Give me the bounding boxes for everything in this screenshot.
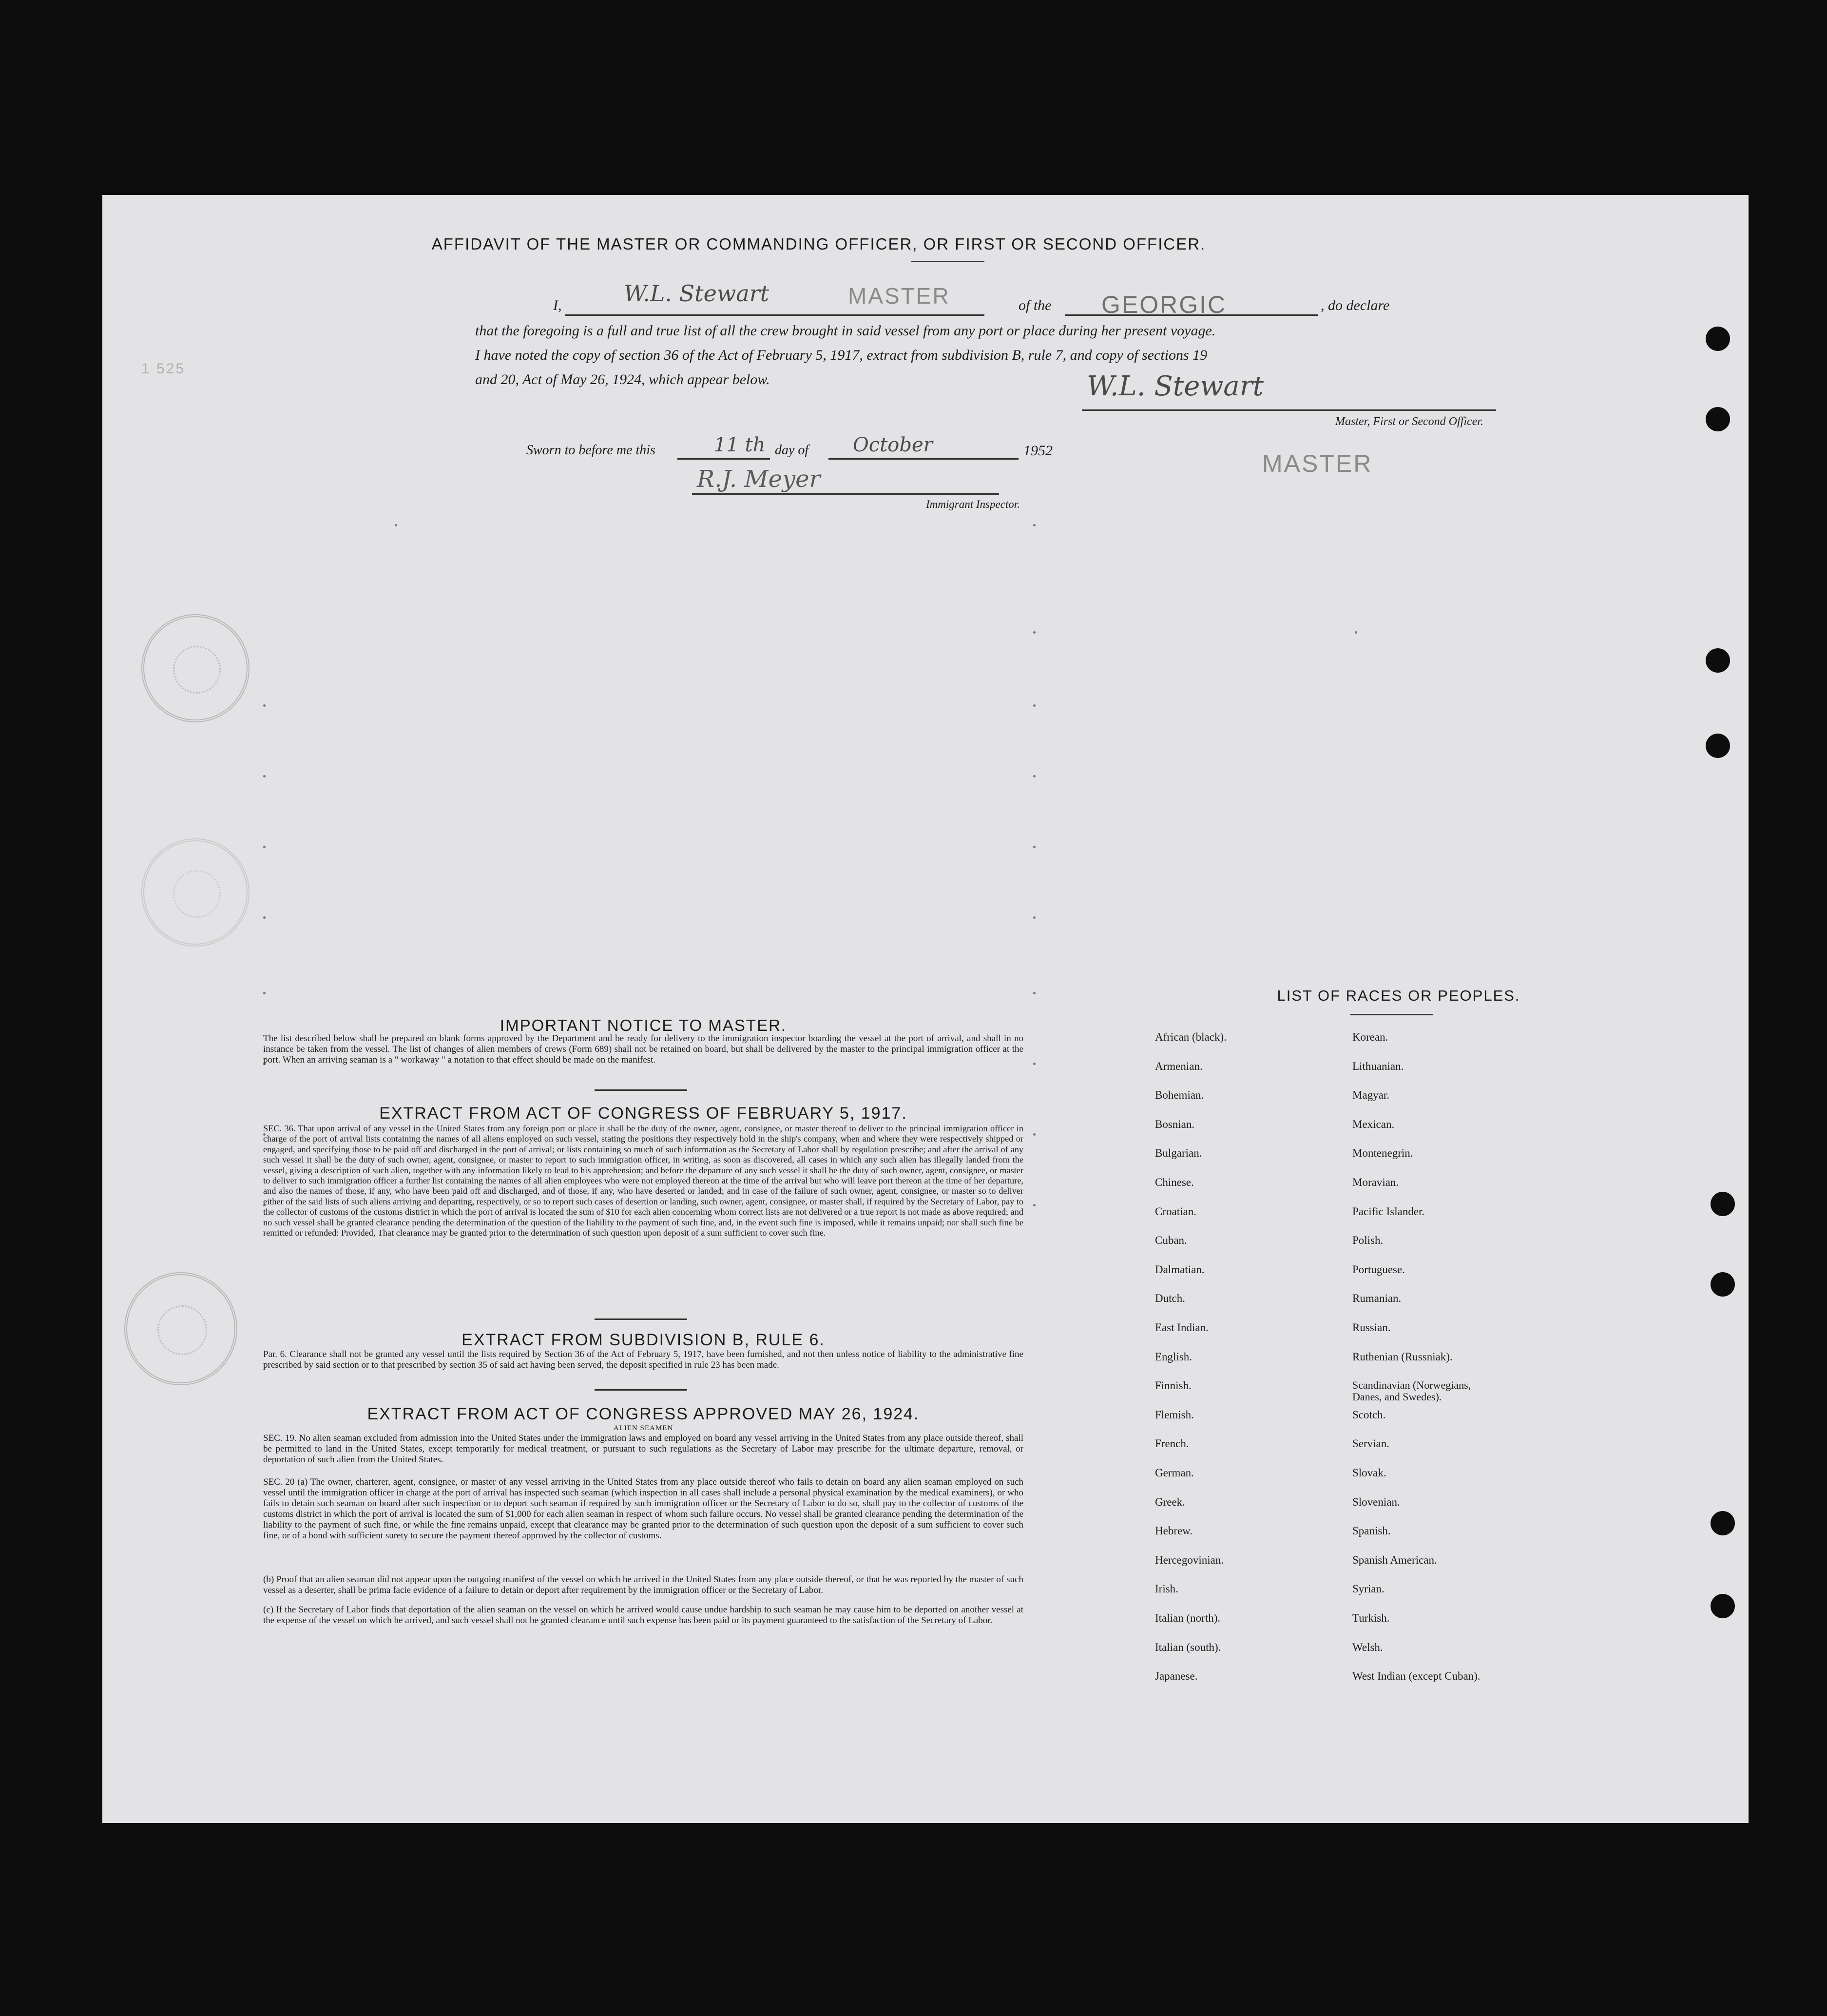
master-stamp: MASTER bbox=[1262, 450, 1373, 477]
race-item: Lithuanian. bbox=[1352, 1060, 1404, 1072]
race-item: Scandinavian (Norwegians, Danes, and Swedes). bbox=[1352, 1379, 1471, 1403]
race-item: African (black). bbox=[1155, 1031, 1227, 1043]
sworn-day-line bbox=[677, 458, 770, 460]
master-signature-line bbox=[1082, 409, 1496, 411]
extract-1924-title: EXTRACT FROM ACT OF CONGRESS APPROVED MAY 26, 1924. bbox=[367, 1405, 920, 1423]
i-prefix: I, bbox=[553, 297, 562, 313]
race-item: East Indian. bbox=[1155, 1321, 1209, 1334]
race-item: Italian (north). bbox=[1155, 1612, 1221, 1624]
guide-dot bbox=[263, 846, 266, 848]
race-item: Montenegrin. bbox=[1352, 1147, 1413, 1160]
sworn-day: 11 th bbox=[714, 434, 766, 456]
guide-dot bbox=[1033, 631, 1036, 634]
punch-hole bbox=[1706, 734, 1730, 758]
race-item: Moravian. bbox=[1352, 1176, 1399, 1188]
race-item: Turkish. bbox=[1352, 1612, 1390, 1624]
guide-dot bbox=[1033, 1133, 1036, 1136]
punch-hole bbox=[1711, 1272, 1735, 1297]
race-item: Greek. bbox=[1155, 1495, 1185, 1508]
notice-title: IMPORTANT NOTICE TO MASTER. bbox=[500, 1016, 787, 1034]
of-the-label: of the bbox=[1019, 297, 1052, 313]
affidavit-title: AFFIDAVIT OF THE MASTER OR COMMANDING OFFICER, OR FIRST OR SECOND OFFICER. bbox=[431, 235, 1206, 253]
inspector-signature: R.J. Meyer bbox=[697, 465, 821, 493]
punch-hole bbox=[1706, 648, 1730, 673]
notice-rule bbox=[595, 1089, 687, 1091]
race-item: French. bbox=[1155, 1437, 1189, 1450]
sec20b-text: (b) Proof that an alien seaman did not appear upon the outgoing manifest of the vessel on which he arrived in the United States from any place outside thereof, or that he was reported by the master of such vessel as a deserter, shall be prima facie evidence of a failure to detain or deport after requirement by the immigration officer or the Secretary of Labor. bbox=[263, 1574, 1023, 1595]
race-item: Dutch. bbox=[1155, 1292, 1185, 1305]
day-of-label: day of bbox=[775, 443, 809, 458]
embossed-seal-bottom bbox=[124, 1272, 237, 1385]
rule6-title: EXTRACT FROM SUBDIVISION B, RULE 6. bbox=[462, 1331, 825, 1349]
embossed-seal-middle bbox=[141, 838, 250, 947]
race-item: Bulgarian. bbox=[1155, 1147, 1202, 1160]
punch-hole bbox=[1711, 1192, 1735, 1216]
race-item: Spanish American. bbox=[1352, 1553, 1437, 1566]
name-line bbox=[565, 314, 984, 316]
sworn-prefix: Sworn to before me this bbox=[526, 443, 655, 458]
guide-dot bbox=[1033, 1063, 1036, 1065]
race-item: Ruthenian (Russniak). bbox=[1352, 1350, 1453, 1363]
race-item: Hebrew. bbox=[1155, 1525, 1193, 1537]
rule6-text: Par. 6. Clearance shall not be granted any vessel until the lists required by Section 36 of the Act of February 5, 1917, have been furnished, and not then unless notice of liability to the administrative fine prescribed by said section or to that prescribed by section 35 of said act having been served, the deposit specified in rule 23 has been made. bbox=[263, 1349, 1023, 1370]
punch-hole bbox=[1711, 1511, 1735, 1535]
sworn-month: October bbox=[853, 434, 933, 456]
sworn-month-line bbox=[828, 458, 1019, 460]
punch-hole bbox=[1711, 1594, 1735, 1618]
race-item: Chinese. bbox=[1155, 1176, 1194, 1188]
race-item: Dalmatian. bbox=[1155, 1263, 1205, 1276]
races-title: LIST OF RACES OR PEOPLES. bbox=[1277, 987, 1520, 1004]
guide-dot bbox=[1033, 846, 1036, 848]
notice-text: The list described below shall be prepared on blank forms approved by the Department and be ready for delivery to the immigration inspector boarding the vessel at the port of arrival, and shall in no instance be taken from the vessel. The list of changes of alien members of crews (Form 689) shall not be retained on board, but shall be delivered by the master to the principal immigration officer at the port. When an arriving seaman is a " workaway " a notation to that effect should be made on the manifest. bbox=[263, 1033, 1023, 1065]
race-item: Korean. bbox=[1352, 1031, 1388, 1043]
race-item: Cuban. bbox=[1155, 1234, 1187, 1247]
race-item: Polish. bbox=[1352, 1234, 1384, 1247]
extract-1917-title: EXTRACT FROM ACT OF CONGRESS OF FEBRUARY 5, 1917. bbox=[379, 1104, 907, 1123]
race-item: Servian. bbox=[1352, 1437, 1390, 1450]
affidavit-line-4: and 20, Act of May 26, 1924, which appear below. bbox=[475, 371, 770, 388]
guide-dot bbox=[263, 775, 266, 777]
race-item: Mexican. bbox=[1352, 1118, 1395, 1130]
guide-dot bbox=[1355, 631, 1357, 634]
race-item: Finnish. bbox=[1155, 1379, 1192, 1392]
guide-dot bbox=[395, 524, 397, 526]
guide-dot bbox=[1033, 916, 1036, 919]
race-item: West Indian (except Cuban). bbox=[1352, 1670, 1481, 1683]
punch-hole bbox=[1706, 407, 1730, 431]
sec19-text: SEC. 19. No alien seaman excluded from admission into the United States under the immigration laws and employed on board any vessel arriving in the United States from any place outside thereof, shall be permitted to land in the United States, except temporarily for medical treatment, or pursuant to such regulations as the Secretary of Labor may prescribe for the ultimate departure, removal, or deportation of such alien from the United States. bbox=[263, 1433, 1023, 1465]
race-item: Flemish. bbox=[1155, 1408, 1194, 1421]
race-item: Syrian. bbox=[1352, 1583, 1385, 1595]
race-item: English. bbox=[1155, 1350, 1192, 1363]
rule6-rule bbox=[595, 1389, 687, 1391]
sec20a-text: SEC. 20 (a) The owner, charterer, agent, consignee, or master of any vessel arriving in the United States from any place outside thereof who fails to detain on board any alien seaman employed on such vessel until the immigration officer in charge at the port of arrival has inspected such seaman (which inspection in all cases shall include a personal physical examination by the medical examiners), or who fails to detain such seaman on board after such inspection or to deport such seaman if required by such immigration officer or the Secretary of Labor to do so, shall pay to the collector of customs of the customs district in which the port of arrival is located the sum of $1,000 for each alien seaman in respect of whom such failure occurs. No vessel shall be granted clearance pending the determination of the liability to the payment of such fine, or while the fine remains unpaid, except that clearance may be granted prior to the determination of such question upon the deposit of a sum sufficient to cover such fine, or of a bond with sufficient surety to secure the payment thereof approved by the collector of customs. bbox=[263, 1477, 1023, 1541]
race-item: Croatian. bbox=[1155, 1205, 1196, 1218]
sec20c-text: (c) If the Secretary of Labor finds that deportation of the alien seaman on the vessel on which he arrived would cause undue hardship to such seaman he may cause him to be deported on another vessel at the expense of the vessel on which he arrived, and such vessel shall not be granted clearance until such expense has been paid or its payment guaranteed to the satisfaction of the Secretary of Labor. bbox=[263, 1605, 1023, 1626]
race-item: Bohemian. bbox=[1155, 1089, 1204, 1102]
races-rule bbox=[1350, 1014, 1433, 1015]
vessel-name: GEORGIC bbox=[1101, 291, 1227, 318]
race-item: Rumanian. bbox=[1352, 1292, 1402, 1305]
guide-dot bbox=[1033, 1204, 1036, 1206]
do-declare-label: , do declare bbox=[1321, 297, 1390, 313]
guide-dot bbox=[1033, 524, 1036, 526]
race-item: Magyar. bbox=[1352, 1089, 1390, 1102]
master-caption: Master, First or Second Officer. bbox=[1335, 415, 1483, 428]
guide-dot bbox=[263, 704, 266, 707]
race-item: Portuguese. bbox=[1352, 1263, 1405, 1276]
extract-1917-rule bbox=[595, 1318, 687, 1320]
guide-dot bbox=[1033, 992, 1036, 994]
race-item: Hercegovinian. bbox=[1155, 1553, 1224, 1566]
race-item: Welsh. bbox=[1352, 1641, 1383, 1653]
race-item: Spanish. bbox=[1352, 1525, 1391, 1537]
race-item: Italian (south). bbox=[1155, 1641, 1221, 1653]
race-item: Japanese. bbox=[1155, 1670, 1198, 1683]
guide-dot bbox=[263, 992, 266, 994]
rank-stamp: MASTER bbox=[848, 283, 950, 309]
embossed-seal-top bbox=[141, 614, 250, 722]
race-item: Armenian. bbox=[1155, 1060, 1203, 1072]
affidavit-line-3: I have noted the copy of section 36 of the Act of February 5, 1917, extract from subdivision B, rule 7, and copy of sections 19 bbox=[475, 347, 1208, 363]
inspector-line bbox=[692, 493, 999, 495]
document-page bbox=[102, 195, 1749, 1823]
extract-1924-subtitle: ALIEN SEAMEN bbox=[613, 1424, 673, 1432]
sworn-year: 1952 bbox=[1023, 443, 1053, 459]
race-item: Russian. bbox=[1352, 1321, 1391, 1334]
extract-1917-text: SEC. 36. That upon arrival of any vessel in the United States from any foreign port or place it shall be the duty of the owner, agent, consignee, or master thereof to deliver to the principal immigration officer in charge of the port of arrival lists containing the names of all aliens employed on such vessel, stating the positions they respectively hold in the ship's company, when and where they were respectively shipped or engaged, and specifying those to be paid off and discharged in the port of arrival; or lists containing so much of such information as the Secretary of Labor shall by regulation prescribe; and after the arrival of any such vessel it shall be the duty of such owner, agent, consignee, or master to report to such immigration officer, in writing, as soon as discovered, all cases in which any such alien has illegally landed from the vessel, giving a description of such alien, together with any information likely to lead to his apprehension; and before the departure of any such vessel it shall be the duty of such owner, agent, consignee, or master to deliver to such immigration officer a further list containing the names of all alien employees who were not employed thereon at the time of the arrival but who will leave port thereon at the time of her departure, and also the names of those, if any, who have been paid off and discharged, and of those, if any, who have deserted or landed; and in case of the failure of such owner, agent, consignee, or master so to deliver either of the said lists of such aliens arriving and departing, respectively, or so to report such cases of desertion or landing, such owner, agent, consignee, or master shall, if required by the Secretary of Labor, pay to the collector of customs of the customs district in which the port of arrival is located the sum of $10 for each alien concerning whom correct lists are not delivered or a true report is not made as above required; and no such vessel shall be granted clearance pending the determination of the question of the liability to the payment of such fine, and, in the event such fine is imposed, while it remains unpaid; nor shall such fine be remitted or refunded: Provided, That clearance may be granted prior to the determination of such question upon deposit of a sum sufficient to cover such fine. bbox=[263, 1124, 1023, 1238]
guide-dot bbox=[1033, 775, 1036, 777]
race-item: Pacific Islander. bbox=[1352, 1205, 1425, 1218]
master-signature: W.L. Stewart bbox=[1087, 370, 1264, 402]
race-item: German. bbox=[1155, 1467, 1194, 1479]
affidavit-line-2: that the foregoing is a full and true list of all the crew brought in said vessel from any port or place during her present voyage. bbox=[475, 323, 1216, 339]
race-item: Irish. bbox=[1155, 1583, 1178, 1595]
inspector-caption: Immigrant Inspector. bbox=[926, 498, 1020, 510]
race-item: Bosnian. bbox=[1155, 1118, 1195, 1130]
race-item: Slovenian. bbox=[1352, 1495, 1400, 1508]
signature-name: W.L. Stewart bbox=[624, 280, 769, 307]
guide-dot bbox=[263, 916, 266, 919]
guide-dot bbox=[1033, 704, 1036, 707]
margin-mark: 1 525 bbox=[141, 361, 186, 377]
race-item: Scotch. bbox=[1352, 1408, 1386, 1421]
race-item: Slovak. bbox=[1352, 1467, 1386, 1479]
punch-hole bbox=[1706, 327, 1730, 351]
title-rule bbox=[911, 261, 984, 262]
